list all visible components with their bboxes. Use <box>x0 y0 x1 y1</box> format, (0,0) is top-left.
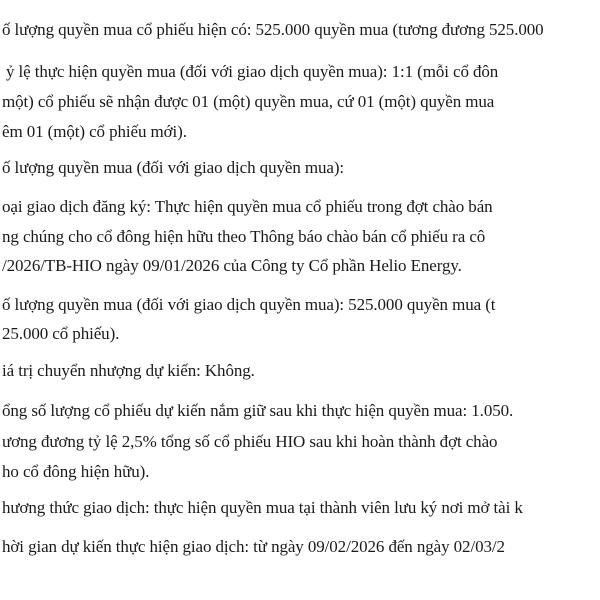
text-line-3: một) cổ phiếu sẽ nhận được 01 (một) quyền mua, cứ 01 (một) quyền mua <box>2 92 495 111</box>
text-line-14: ho cổ đông hiện hữu). <box>2 462 150 481</box>
text-line-9: ố lượng quyền mua (đối với giao dịch quyền mua): 525.000 quyền mua (t <box>2 295 496 314</box>
text-line-8: /2026/TB-HIO ngày 09/01/2026 của Công ty Cổ phần Helio Energy. <box>2 256 462 275</box>
text-line-16: hời gian dự kiến thực hiện giao dịch: từ ngày 09/02/2026 đến ngày 02/03/2 <box>2 537 505 556</box>
text-line-10: 25.000 cổ phiếu). <box>2 324 120 343</box>
text-line-1: ố lượng quyền mua cổ phiếu hiện có: 525.000 quyền mua (tương đương 525.000 <box>2 20 544 39</box>
text-line-4: êm 01 (một) cổ phiếu mới). <box>2 122 187 141</box>
text-line-7: ng chúng cho cổ đông hiện hữu theo Thông báo chào bán cổ phiếu ra cô <box>2 227 486 246</box>
text-line-2: ỷ lệ thực hiện quyền mua (đối với giao dịch quyền mua): 1:1 (mỗi cổ đôn <box>6 62 499 81</box>
text-line-13: ương đương tỷ lệ 2,5% tổng số cổ phiếu HIO sau khi hoàn thành đợt chào <box>2 432 498 451</box>
text-line-15: hương thức giao dịch: thực hiện quyền mua tại thành viên lưu ký nơi mở tài k <box>2 498 523 517</box>
text-line-11: iá trị chuyển nhượng dự kiến: Không. <box>2 361 255 380</box>
text-line-6: oại giao dịch đăng ký: Thực hiện quyền mua cổ phiếu trong đợt chào bán <box>2 197 493 216</box>
text-line-12: ổng số lượng cổ phiếu dự kiến nắm giữ sau khi thực hiện quyền mua: 1.050. <box>2 401 514 420</box>
text-line-5: ố lượng quyền mua (đối với giao dịch quyền mua): <box>2 158 345 177</box>
